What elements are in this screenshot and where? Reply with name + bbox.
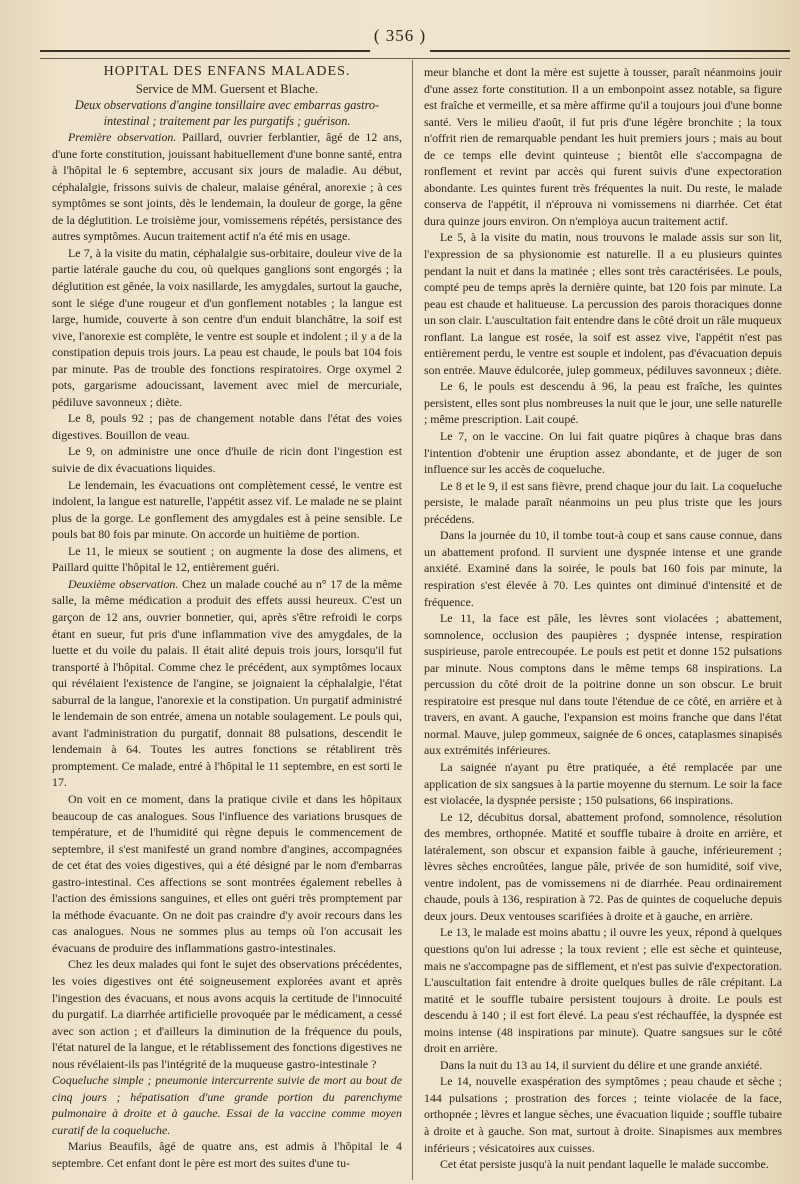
right-column: [424, 64, 782, 1173]
hospital-title: HOPITAL DES ENFANS MALADES.: [103, 64, 351, 79]
left-column: [52, 64, 402, 1172]
paragraph: meur blanche et dont la mère est sujette à tousser, paraît néanmoins jouir d'une assez forte constitution. Il a un embonpoint assez notable, sa figure est fraîche et vermeille, et sa mère affirme qu'il a toujours joui d'une bonne santé. Vers le milieu d'août, il fut pris d'une légère bronchite ; la toux n'offrit rien de remarquable pendant les huit premiers jours ; mais au bout de ce temps elle devint quinteuse ; bientôt elle s'accompagna de ronflement et revint par accès qui furent suivis d'une expectoration abondante. Les quintes furent très fréquentes la nuit. Du reste, le malade conserva de l'appétit, il n'éprouva ni vomissemens ni diarrhée. Cet état dura quinze jours environ. On n'employa aucun traitement actif.: [424, 65, 782, 228]
paragraph-text: Chez un malade couché au n° 17 de la même salle, la même médication a produit des effets aussi heureux. C'est un garçon de 12 ans, ouvrier bonnetier, qui, après s'être refroidi le corps étant en sueur, fut pris d'une inflammation vive des amygdales, de la luette et du voile du palais. Il était alité depuis trois jours, lorsqu'il fut transporté à l'hôpital. Comme chez le précédent, aux symptômes locaux qui révélaient l'existence de l'angine, se joignaient la céphalalgie, l'état saburral de la langue, l'anorexie et la constipation. Un purgatif administré le lendemain de son entrée, amena un notable soulagement. Le pouls qui, avant l'administration du purgatif, donnait 88 pulsations, descendit le lendemain à 64. Toutes les autres fonctions se rétablirent très promptement. Ce malade, entré à l'hôpital le 11 septembre, en est sorti le 17.: [52, 576, 402, 790]
paragraph: Cet état persiste jusqu'à la nuit pendant laquelle le malade succombe.: [440, 1157, 769, 1172]
paragraph: Le 14, nouvelle exaspération des symptômes ; peau chaude et sèche ; 144 pulsations ; prostration des forces ; teinte violacée de la face, orthopnée ; lèvres et langue sèches, une évacuation liquide ; souffle tubaire à droite et à gauche. Son mat, surtout à droite. Sinapismes aux membres inférieurs ; vésicatoires aux cuisses.: [424, 1074, 782, 1155]
column-divider: [412, 60, 413, 1180]
paragraph: [52, 543, 402, 576]
paragraph: [52, 245, 402, 410]
paragraph: Le 8 et le 9, il est sans fièvre, prend chaque jour du lait. La coqueluche persiste, le malade paraît néanmoins un peu plus triste que les jours précédens.: [424, 478, 782, 526]
paragraph: [52, 576, 402, 791]
paragraph: [52, 129, 402, 245]
paragraph: Dans la journée du 10, il tombe tout-à coup et sans cause connue, dans un abattement profond. Il survient une dyspnée intense et une grande anxiété. Examiné dans la soirée, le pouls bat 160 fois par minute, la respiration s'est élevée à 70. Les quintes ont diminué d'intensité et de fréquence.: [424, 528, 782, 609]
paragraph-text: Le lendemain, les évacuations ont complètement cessé, le ventre est indolent, la langue est naturelle, l'appétit assez vif. Le malade ne se plaint plus de la gorge. Le gonflement des amygdales est à peine sensible. Le pouls bat 80 fois par minute. On accorde un huitième de portion.: [52, 477, 402, 542]
service-line: Service de MM. Guersent et Blache.: [135, 81, 319, 96]
paragraph: [52, 791, 402, 956]
paragraph-text: Le 9, on administre une once d'huile de ricin dont l'ingestion est suivie de dix évacuations liquides.: [52, 444, 402, 476]
paragraph: [52, 956, 402, 1072]
top-rule-left: [40, 50, 370, 52]
observation-lead: Première observation.: [68, 130, 177, 145]
paragraph: Dans la nuit du 13 au 14, il survient du délire et une grande anxiété.: [440, 1057, 763, 1072]
paragraph-text: Chez les deux malades qui font le sujet des observations précédentes, les voies digestives ont été soigneusement explorées avant et après l'ingestion des évacuans, et nous avons acquis la certitude de l'innocuité du purgatif. La diarrhée artificielle provoquée par le médicament, a cessé avec son action ; et d'ailleurs la diminution de la fréquence du pouls, l'état naturel de la langue, et le rétablissement des fonctions digestives ne nous révélaient-ils pas l'intégrité de la muqueuse gastro-intestinale ?: [52, 957, 402, 1071]
paragraph: Le 13, le malade est moins abattu ; il ouvre les yeux, répond à quelques questions qu'on lui adresse ; la toux revient ; elle est sèche et quinteuse, mais ne s'accompagne pas de sifflement, et n'est pas suivie d'expectoration. L'auscultation fait entendre à droite quelques bulles de râle crépitant. La matité et le souffle tubaire persistent toujours à droite. Le pouls est descendu à 140 ; il est fort élevé. La peau s'est réchauffée, la dyspnée est moins intense (48 inspirations par minute). Quatre sangsues sur le côté droit en arrière.: [424, 925, 782, 1056]
article-subtitle: Deux observations d'angine tonsillaire avec embarras gastro-intestinal ; traitement par les purgatifs ; guérison.: [74, 98, 380, 129]
paragraph-text: Le 7, à la visite du matin, céphalalgie sus-orbitaire, douleur vive de la partie latérale gauche du cou, où quelques ganglions sont engorgés ; la déglutition est gênée, la voix nasillarde, les amygdales, surtout la gauche, sont le siége d'une rougeur et d'un gonflement notables ; la langue est large, humide, couverte à son centre d'un enduit blanchâtre, la soif est vive, l'anorexie est complète, le ventre est souple et indolent ; il y a de la constipation depuis trois jours. La peau est chaude, le pouls bat 104 fois par minute. Pas de trouble des fonctions respiratoires. Orge oxymel 2 pots, gargarisme adoucissant, lavement avec miel de mercuriale, pédiluve savonneux ; diète.: [52, 245, 402, 409]
paragraph: Le 6, le pouls est descendu à 96, la peau est fraîche, les quintes persistent, elles sont plus nombreuses la nuit que le jour, une selle naturelle ; même prescription. Lait coupé.: [424, 379, 782, 427]
paragraph: Marius Beaufils, âgé de quatre ans, est admis à l'hôpital le 4 septembre. Cet enfant dont le père est mort des suites d'une tu-: [52, 1139, 402, 1170]
top-rule-right: [430, 50, 790, 52]
paragraph: [52, 477, 402, 543]
paragraph: Le 11, la face est pâle, les lèvres sont violacées ; abattement, somnolence, occlusion des paupières ; dyspnée intense, respiration suspirieuse, parole entrecoupée. Le pouls est petit et donne 152 pulsations par minute. Nous comptons dans le même temps 68 inspirations. La percussion du côté droit de la poitrine donne un son obscur. Le bruit respiratoire est presque nul dans toute l'étendue de ce côté, en arrière et à travers, en avant. A gauche, l'expansion est moins franche que dans l'état normal. Mauve, julep gommeux, saignée de 6 onces, cataplasmes sinapisés aux extrémités inférieures.: [424, 611, 782, 758]
paragraph: [52, 443, 402, 476]
case-heading: Coqueluche simple ; pneumonie intercurrente suivie de mort au bout de cinq jours ; hépatisation d'une grande portion du parenchyme pulmonaire à droite et à gauche. Essai de la vaccine comme moyen curatif de la coqueluche.: [52, 1073, 402, 1137]
paragraph-text: Paillard, ouvrier ferblantier, âgé de 12 ans, d'une forte constitution, jouissant habituellement d'une bonne santé, entra à l'hôpital le 6 septembre, accusant six jours de maladie. Au début, céphalalgie, frissons suivis de chaleur, malaise général, anorexie ; à ces symptômes se sont joints, dès le lendemain, la douleur de gorge, la gêne de la déglutition. Le troisième jour, vomissemens répétés, persistance des autres symptômes. Aucun traitement actif n'a été mis en usage.: [52, 130, 402, 244]
paragraph-text: Le 8, pouls 92 ; pas de changement notable dans l'état des voies digestives. Bouillon de veau.: [52, 411, 402, 442]
paragraph-text: On voit en ce moment, dans la pratique civile et dans les hôpitaux beaucoup de cas analogues. Sous l'influence des variations brusques de température, et de l'humidité qui règne depuis le commencement de septembre, il s'est manifesté un grand nombre d'angines, accompagnées de cet état des voies digestives, qui a été désigné par le nom d'embarras gastro-intestinal. Ces affections se sont montrées également rebelles à l'action des émissions sanguines, et elles ont guéri très promptement par la méthode évacuante. On ne doit pas craindre d'y avoir recours dans les cas analogues. Nous ne sommes plus au temps où l'on accusait les évacuans de produire des inflammations gastro-intestinales.: [52, 791, 402, 955]
page-number: ( 356 ): [373, 26, 427, 45]
paragraph: Le 12, décubitus dorsal, abattement profond, somnolence, résolution des membres, orthopnée. Matité et souffle tubaire à droite en arrière, et latéralement, son obscur et expansion faible à gauche, inférieurement ; lèvres sèches encroûtées, langue pâle, privée de son humidité, soif vive, ventre indolent, pas de vomissemens ni de diarrhée. Peau ordinairement chaude, pouls à 136, respiration à 72. Pas de quintes de coqueluche depuis deux jours. Deux ventouses scarifiées à droite et à gauche, en arrière.: [424, 809, 782, 923]
paragraph: La saignée n'ayant pu être pratiquée, a été remplacée par une application de six sangsues à la partie moyenne du sternum. Le soir la face est violacée, la dyspnée persiste ; 150 pulsations, 66 inspirations.: [424, 759, 782, 808]
header-underline: [40, 58, 790, 59]
paragraph: [52, 410, 402, 443]
observation-lead: Deuxième observation.: [68, 576, 179, 591]
paragraph-text: Le 11, le mieux se soutient ; on augmente la dose des alimens, et Paillard quitte l'hôpital le 12, entièrement guéri.: [52, 543, 402, 575]
paragraph: Le 7, on le vaccine. On lui fait quatre piqûres à chaque bras dans l'intention d'obtenir une éruption assez abondante, et de juger de son influence sur les accès de coqueluche.: [424, 429, 782, 477]
paragraph: Le 5, à la visite du matin, nous trouvons le malade assis sur son lit, l'expression de sa physionomie est naturelle. Il a eu plusieurs quintes pendant la nuit et dans la matinée ; elles sont très caractérisées. Le pouls, compté peu de temps après la dernière quinte, bat 120 fois par minute. La peau est chaude et halitueuse. La percussion des parois thoraciques donne un son clair. L'auscultation fait entendre dans le côté droit un râle muqueux ronflant. La langue est rosée, la soif est assez vive, l'appétit n'est pas entièrement perdu, le ventre est souple et indolent, pas d'évacuation depuis son entrée. Mauve édulcorée, julep gommeux, pédiluves savonneux ; diète.: [424, 230, 782, 377]
